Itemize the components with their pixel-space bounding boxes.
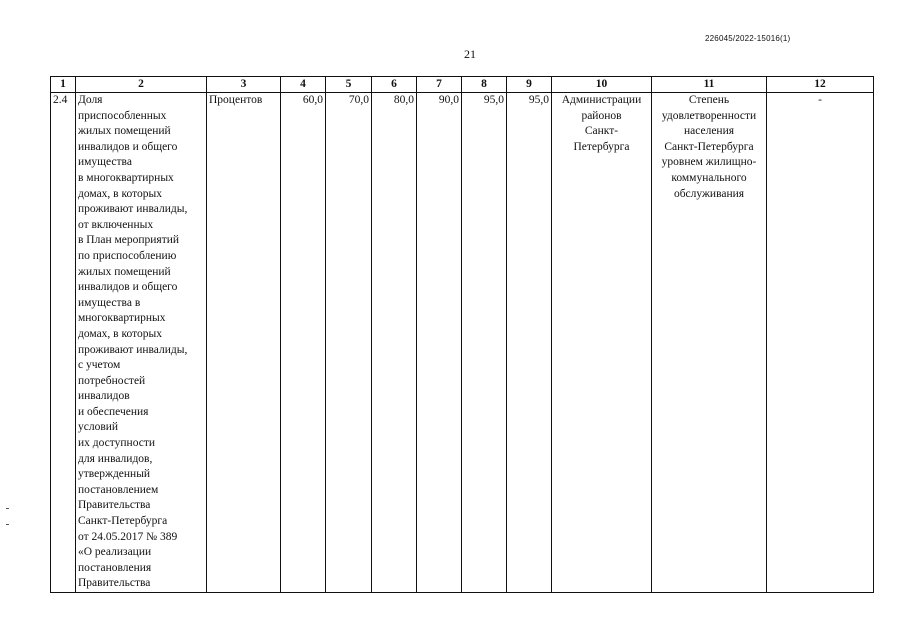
unit-cell: Процентов [207,93,281,593]
margin-mark [6,524,9,525]
text-line: уровнем жилищно- [661,156,757,169]
column-header: 6 [372,77,417,93]
indicator-table [50,76,874,593]
responsible-cell [552,93,652,593]
column-header: 9 [507,77,552,93]
margin-mark [6,508,9,509]
text-line: от включенных [78,218,154,231]
text-line: постановления [78,561,152,574]
column-header: 3 [207,77,281,93]
text-line: инвалидов и общего [78,140,178,153]
text-line: удовлетворенности [661,109,757,122]
value-cell: 60,0 [281,93,326,593]
note-cell: - [767,93,874,593]
text-line: Степень [688,94,730,106]
text-line: по приспособлению [78,249,177,262]
text-line: в План мероприятий [78,234,180,247]
table-row [51,93,874,593]
text-line: жилых помещений [78,125,171,138]
text-line: районов [581,109,622,122]
text-line: обслуживания [673,187,745,200]
text-line: «О реализации [78,546,152,559]
value-cell: 70,0 [326,93,372,593]
value-cell: 90,0 [417,93,462,593]
indicator-name [76,93,207,593]
text-line: в многоквартирных [78,171,174,184]
text-line: с учетом [78,359,121,372]
document-number: 226045/2022-15016(1) [705,34,791,43]
text-line: Санкт- [584,125,619,138]
column-header: 12 [767,77,874,93]
column-header: 10 [552,77,652,93]
text-line: приспособленных [78,109,167,122]
text-line: многоквартирных [78,312,166,325]
text-line: постановлением [78,483,159,496]
text-line: потребностей [78,374,146,387]
text-line: коммунального [671,171,747,184]
text-line: для инвалидов, [78,452,153,465]
column-header: 11 [652,77,767,93]
column-header: 1 [51,77,76,93]
text-line: домах, в которых [78,327,162,340]
text-line: жилых помещений [78,265,171,278]
value-cell: 80,0 [372,93,417,593]
text-line: проживают инвалиды, [78,343,188,356]
text-line: имущества [78,156,132,169]
value-cell: 95,0 [462,93,507,593]
column-header: 4 [281,77,326,93]
text-line: Доля [78,94,103,106]
text-line: Петербурга [573,140,630,153]
page-number: 21 [464,47,476,61]
text-line: Санкт-Петербурга [664,140,754,153]
column-header: 2 [76,77,207,93]
text-line: их доступности [78,437,156,450]
text-line: Санкт-Петербурга [78,515,168,528]
text-line: от 24.05.2017 № 389 [78,530,178,543]
text-line: населения [683,125,735,138]
column-header: 7 [417,77,462,93]
value-cell: 95,0 [507,93,552,593]
text-line: Администрации [561,94,642,106]
column-numbers-row [51,77,874,93]
text-line: условий [78,421,119,434]
text-line: утвержденный [78,468,151,481]
text-line: Правительства [78,499,151,512]
row-number: 2.4 [51,93,76,593]
text-line: Правительства [78,577,151,590]
text-line: инвалидов [78,390,130,403]
column-header: 5 [326,77,372,93]
text-line: имущества в [78,296,141,309]
text-line: проживают инвалиды, [78,203,188,216]
text-line: домах, в которых [78,187,162,200]
column-header: 8 [462,77,507,93]
criterion-cell [652,93,767,593]
text-line: инвалидов и общего [78,281,178,294]
text-line: и обеспечения [78,405,149,418]
